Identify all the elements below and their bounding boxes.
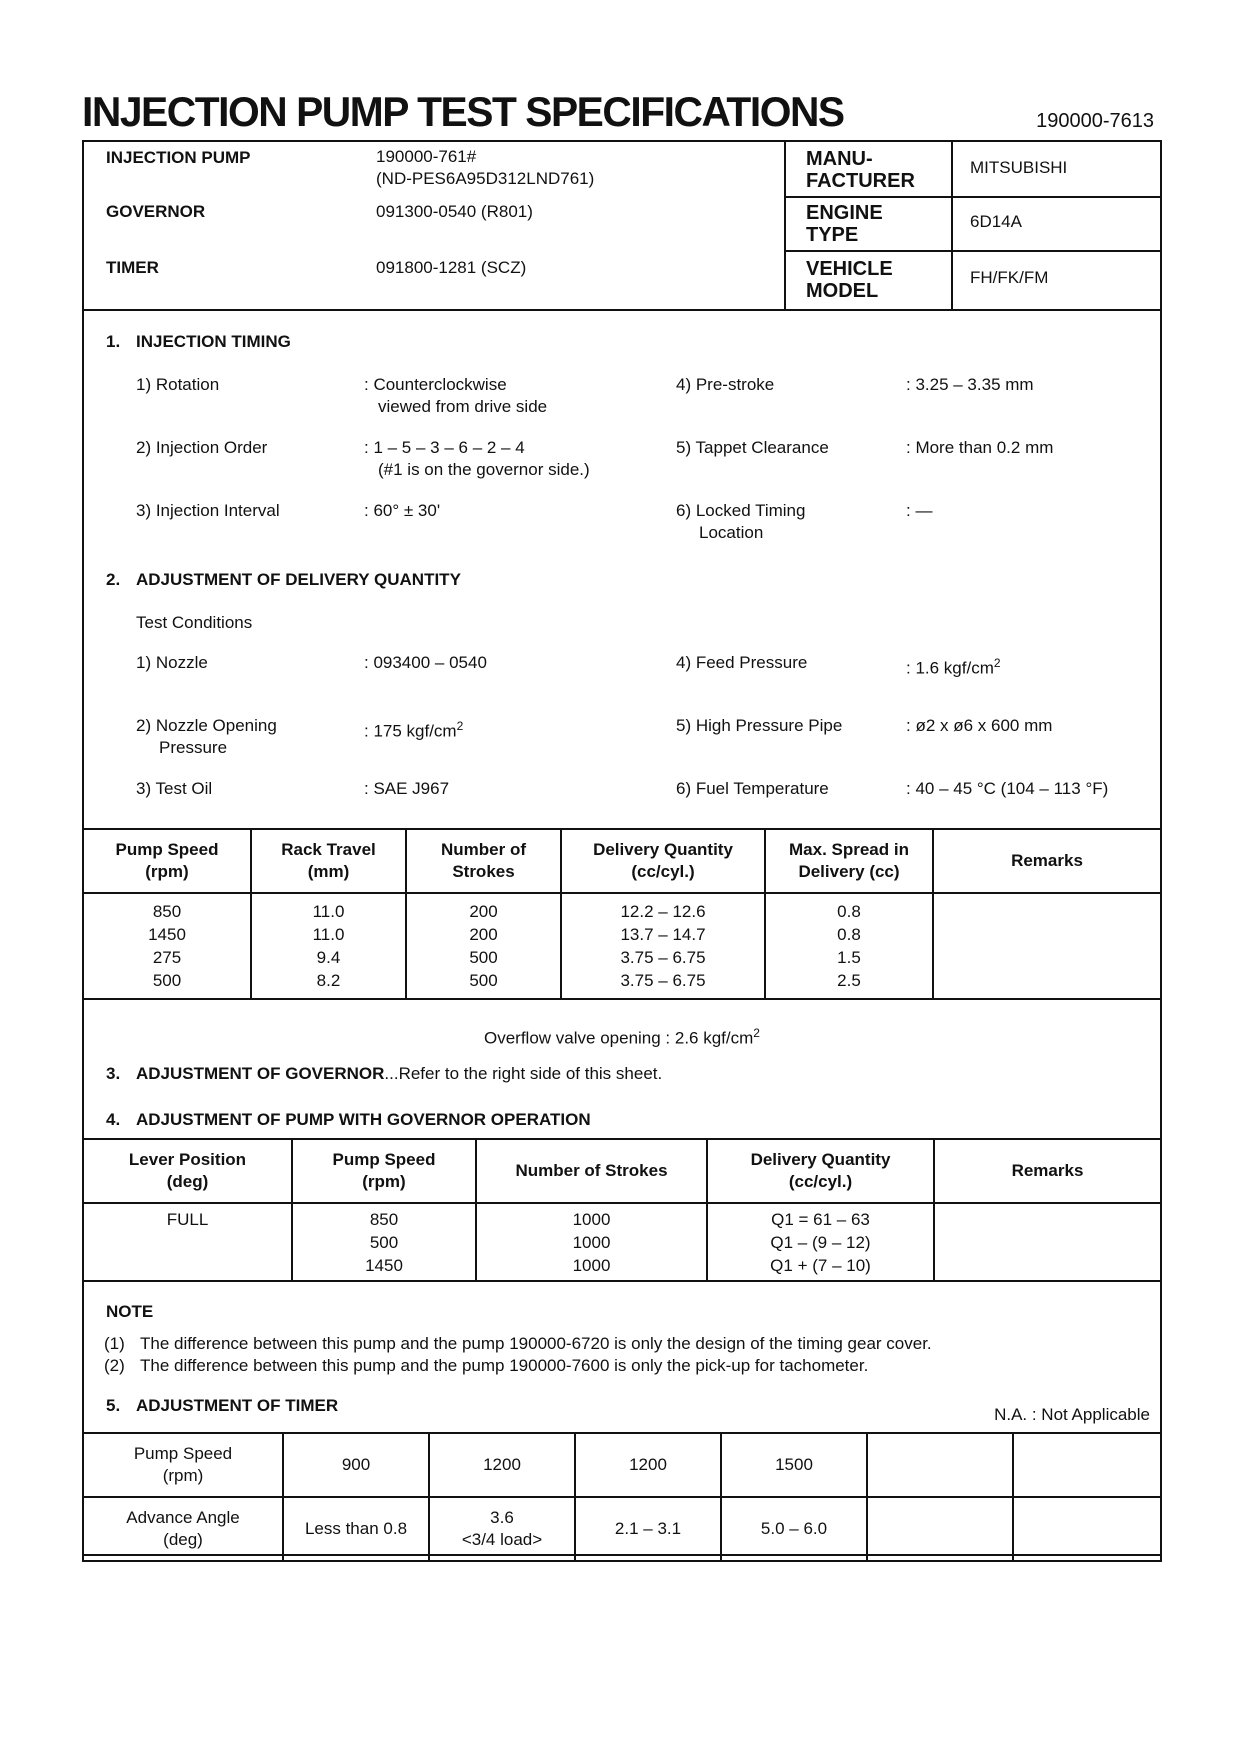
table-cell: 1.5 <box>837 948 861 967</box>
injection-pump-label: INJECTION PUMP <box>106 148 251 167</box>
section-3-reference: ...Refer to the right side of this sheet. <box>384 1064 663 1083</box>
pump-speed-row <box>83 1433 1161 1497</box>
section-1-title: INJECTION TIMING <box>136 332 291 351</box>
manufacturer-label-line2: FACTURER <box>806 170 915 192</box>
table-cell: 13.7 – 14.7 <box>620 925 706 944</box>
table-body-row <box>83 1203 1161 1281</box>
table-cell <box>1013 1433 1161 1497</box>
nozzle-opening-pressure-exponent: 2 <box>456 719 464 733</box>
nozzle-opening-pressure-value <box>364 715 463 743</box>
table-cell: 500 <box>469 948 498 967</box>
page-title: INJECTION PUMP TEST SPECIFICATIONS <box>82 88 844 135</box>
overflow-valve-text: Overflow valve opening : 2.6 kgf/cm <box>484 1028 754 1048</box>
overflow-valve-exponent: 2 <box>753 1026 760 1040</box>
pump-speed-label-text: Pump Speed <box>133 1444 233 1463</box>
col-strokes-label1: Number of <box>441 840 526 859</box>
rotation-value <box>364 374 547 418</box>
col-pump-speed <box>292 1139 476 1203</box>
col-delivery-quantity <box>707 1139 934 1203</box>
col-rack-travel-unit: (mm) <box>307 862 350 881</box>
tappet-clearance-value: : More than 0.2 mm <box>906 438 1054 457</box>
note-2-text: The difference between this pump and the pump 190000-7600 is only the pick-up for tachometer. <box>140 1356 869 1375</box>
table-cell: 200 <box>469 902 498 921</box>
strokes-cells <box>476 1203 707 1281</box>
manufacturer-label-line1: MANU- <box>806 148 873 170</box>
section-2-number: 2. <box>106 570 121 589</box>
test-oil-label: 3) Test Oil <box>136 779 213 798</box>
table-cell: 2.1 – 3.1 <box>575 1497 721 1561</box>
table-cell: 2.5 <box>837 971 861 990</box>
nozzle-opening-line1: 2) Nozzle Opening <box>136 716 277 735</box>
section-4-heading <box>106 1110 591 1130</box>
table-cell: 1000 <box>572 1255 611 1275</box>
col-lever-position <box>83 1139 292 1203</box>
advance-angle-value: 3.6 <box>490 1508 514 1527</box>
table-cell <box>429 1497 575 1561</box>
engine-label <box>806 202 883 246</box>
pump-speed-label-unit: (rpm) <box>162 1466 204 1485</box>
section-1-heading <box>106 332 291 352</box>
feed-pressure-text: : 1.6 kgf/cm <box>906 658 994 678</box>
nozzle-opening-line2: Pressure <box>159 738 228 757</box>
section-5-title: ADJUSTMENT OF TIMER <box>136 1396 339 1415</box>
col-pump-speed-label: Pump Speed <box>115 840 219 859</box>
engine-label-line2: TYPE <box>806 224 859 246</box>
governor-label: GOVERNOR <box>106 202 206 221</box>
table-cell: 8.2 <box>316 971 341 990</box>
timer-table <box>82 1432 1162 1562</box>
test-conditions-label: Test Conditions <box>136 613 253 632</box>
lever-position-cell: FULL <box>83 1203 292 1281</box>
table-cell: 3.75 – 6.75 <box>620 948 706 967</box>
note-1 <box>104 1334 932 1354</box>
spec-sheet <box>82 140 1162 1556</box>
note-2 <box>104 1356 868 1376</box>
col-lever-position-unit: (deg) <box>166 1172 209 1191</box>
vehicle-value: FH/FK/FM <box>970 268 1049 287</box>
table-cell: 1450 <box>148 925 186 944</box>
feed-pressure-value <box>906 652 1001 680</box>
high-pressure-pipe-value: : ø2 x ø6 x 600 mm <box>906 716 1053 735</box>
advance-angle-label-text: Advance Angle <box>126 1508 240 1527</box>
governor-value: 091300-0540 (R801) <box>376 202 533 221</box>
table-cell: 1450 <box>365 1255 403 1275</box>
fuel-temperature-value: : 40 – 45 °C (104 – 113 °F) <box>906 779 1109 798</box>
delivery-quantity-cells <box>707 1203 934 1281</box>
locked-timing-value: : — <box>906 501 933 520</box>
rotation-label: 1) Rotation <box>136 375 220 394</box>
advance-angle-label-unit: (deg) <box>163 1530 203 1549</box>
col-lever-position-label: Lever Position <box>128 1150 247 1169</box>
vehicle-label-line1: VEHICLE <box>806 258 893 280</box>
col-strokes <box>406 829 561 893</box>
injection-order-label: 2) Injection Order <box>136 438 268 457</box>
manufacturer-row <box>786 142 1162 198</box>
note-1-text: The difference between this pump and the pump 190000-6720 is only the design of the timing gear cover. <box>140 1334 932 1353</box>
fuel-temperature-label: 6) Fuel Temperature <box>676 779 829 798</box>
strokes-cells <box>406 893 561 999</box>
table-cell: 0.8 <box>837 925 861 944</box>
table-cell: 11.0 <box>312 902 345 921</box>
section-2-title: ADJUSTMENT OF DELIVERY QUANTITY <box>136 570 461 589</box>
remarks-cell <box>933 893 1161 999</box>
col-pump-speed <box>83 829 251 893</box>
table-cell: 900 <box>283 1433 429 1497</box>
rack-travel-cells <box>251 893 406 999</box>
col-remarks: Remarks <box>934 1139 1161 1203</box>
engine-label-line1: ENGINE <box>806 202 883 224</box>
rotation-value-line2: viewed from drive side <box>378 397 548 416</box>
col-max-spread <box>765 829 933 893</box>
table-cell: Less than 0.8 <box>283 1497 429 1561</box>
section-4-title: ADJUSTMENT OF PUMP WITH GOVERNOR OPERATION <box>136 1110 591 1129</box>
col-delivery-quantity-unit: (cc/cyl.) <box>788 1172 853 1191</box>
col-delivery-quantity <box>561 829 765 893</box>
nozzle-value: : 093400 – 0540 <box>364 653 487 672</box>
manufacturer-panel <box>784 142 1162 309</box>
col-delivery-quantity-label: Delivery Quantity <box>750 1150 891 1169</box>
governor-operation-table <box>82 1138 1162 1282</box>
table-cell: 275 <box>152 948 182 967</box>
nozzle-opening-pressure-label <box>136 715 277 759</box>
advance-angle-row <box>83 1497 1161 1561</box>
injection-order-line1: : 1 – 5 – 3 – 6 – 2 – 4 <box>364 438 525 457</box>
col-pump-speed-label: Pump Speed <box>332 1150 436 1169</box>
overflow-valve-note <box>84 1022 1160 1050</box>
max-spread-cells <box>765 893 933 999</box>
timer-label: TIMER <box>106 258 159 277</box>
col-remarks: Remarks <box>933 829 1161 893</box>
feed-pressure-exponent: 2 <box>993 656 1001 670</box>
pump-speed-cells <box>83 893 251 999</box>
injection-pump-value <box>376 146 594 190</box>
advance-angle-condition: <3/4 load> <box>461 1530 543 1549</box>
manufacturer-value: MITSUBISHI <box>970 158 1068 177</box>
engine-row <box>786 196 1162 252</box>
injection-order-line2: (#1 is on the governor side.) <box>378 460 590 479</box>
note-heading: NOTE <box>106 1302 154 1321</box>
delivery-quantity-table <box>82 828 1162 1000</box>
injection-pump-number: 190000-761# <box>376 147 477 166</box>
vehicle-row <box>786 252 1162 306</box>
col-rack-travel <box>251 829 406 893</box>
section-3-number: 3. <box>106 1064 121 1083</box>
table-cell: 1200 <box>575 1433 721 1497</box>
table-cell: 1000 <box>572 1232 611 1252</box>
table-cell <box>867 1433 1013 1497</box>
injection-pump-model: (ND-PES6A95D312LND761) <box>376 169 595 188</box>
table-cell: 500 <box>469 971 498 990</box>
table-cell: 3.75 – 6.75 <box>620 971 706 990</box>
feed-pressure-label: 4) Feed Pressure <box>676 653 808 672</box>
table-header-row <box>83 829 1161 893</box>
table-cell: 1200 <box>429 1433 575 1497</box>
table-cell <box>1013 1497 1161 1561</box>
table-cell: 12.2 – 12.6 <box>620 902 706 921</box>
section-3-title: ADJUSTMENT OF GOVERNOR <box>136 1064 385 1083</box>
table-header-row <box>83 1139 1161 1203</box>
injection-order-value <box>364 437 590 481</box>
remarks-cell <box>934 1203 1161 1281</box>
timer-value: 091800-1281 (SCZ) <box>376 258 527 277</box>
section-4-number: 4. <box>106 1110 121 1129</box>
locked-timing-label <box>676 500 805 544</box>
engine-value: 6D14A <box>970 212 1022 231</box>
col-rack-travel-label: Rack Travel <box>281 840 376 859</box>
locked-timing-line1: 6) Locked Timing <box>676 501 806 520</box>
table-cell: 500 <box>152 971 182 990</box>
section-5-number: 5. <box>106 1396 121 1415</box>
section-3-heading <box>106 1064 662 1084</box>
col-max-spread-unit: Delivery (cc) <box>798 862 900 881</box>
delivery-quantity-cells <box>561 893 765 999</box>
injection-interval-label: 3) Injection Interval <box>136 501 280 520</box>
table-cell: Q1 + (7 – 10) <box>770 1255 871 1275</box>
injection-interval-value: : 60° ± 30' <box>364 501 441 520</box>
rotation-value-line1: : Counterclockwise <box>364 375 507 394</box>
section-5-heading <box>106 1396 338 1416</box>
col-delivery-quantity-unit: (cc/cyl.) <box>631 862 695 881</box>
prestroke-value: : 3.25 – 3.35 mm <box>906 375 1034 394</box>
section-1-number: 1. <box>106 332 121 351</box>
table-cell: 11.0 <box>312 925 345 944</box>
table-cell: 5.0 – 6.0 <box>721 1497 867 1561</box>
table-cell: 1500 <box>721 1433 867 1497</box>
tappet-clearance-label: 5) Tappet Clearance <box>676 438 829 457</box>
col-pump-speed-unit: (rpm) <box>145 862 189 881</box>
col-strokes-label2: Strokes <box>452 862 515 881</box>
table-cell: 500 <box>369 1232 399 1252</box>
prestroke-label: 4) Pre-stroke <box>676 375 775 394</box>
table-cell: Q1 – (9 – 12) <box>770 1232 871 1252</box>
manufacturer-label <box>806 148 915 192</box>
table-cell: 0.8 <box>837 902 861 921</box>
high-pressure-pipe-label: 5) High Pressure Pipe <box>676 716 843 735</box>
table-cell: 850 <box>152 902 182 921</box>
vehicle-label-line2: MODEL <box>806 280 879 302</box>
table-body-row <box>83 893 1161 999</box>
table-cell: 9.4 <box>316 948 341 967</box>
col-strokes: Number of Strokes <box>476 1139 707 1203</box>
table-cell: 1000 <box>572 1209 611 1229</box>
pump-speed-cells <box>292 1203 476 1281</box>
test-oil-value: : SAE J967 <box>364 779 450 798</box>
table-cell <box>867 1497 1013 1561</box>
pump-speed-label <box>83 1433 283 1497</box>
document-number: 190000-7613 <box>1036 110 1154 132</box>
col-max-spread-label: Max. Spread in <box>789 840 909 859</box>
nozzle-label: 1) Nozzle <box>136 653 208 672</box>
col-pump-speed-unit: (rpm) <box>362 1172 406 1191</box>
header-block <box>84 142 1160 311</box>
note-1-number: (1) <box>104 1334 125 1353</box>
table-cell: Q1 = 61 – 63 <box>771 1209 870 1229</box>
table-cell: 850 <box>369 1209 399 1229</box>
vehicle-label <box>806 258 893 302</box>
nozzle-opening-pressure-text: : 175 kgf/cm <box>364 721 457 741</box>
note-2-number: (2) <box>104 1356 125 1375</box>
advance-angle-label <box>83 1497 283 1561</box>
locked-timing-line2: Location <box>699 523 764 542</box>
col-delivery-quantity-label: Delivery Quantity <box>593 840 733 859</box>
table-cell: 200 <box>469 925 498 944</box>
section-2-heading <box>106 570 461 590</box>
not-applicable-legend: N.A. : Not Applicable <box>994 1405 1150 1424</box>
